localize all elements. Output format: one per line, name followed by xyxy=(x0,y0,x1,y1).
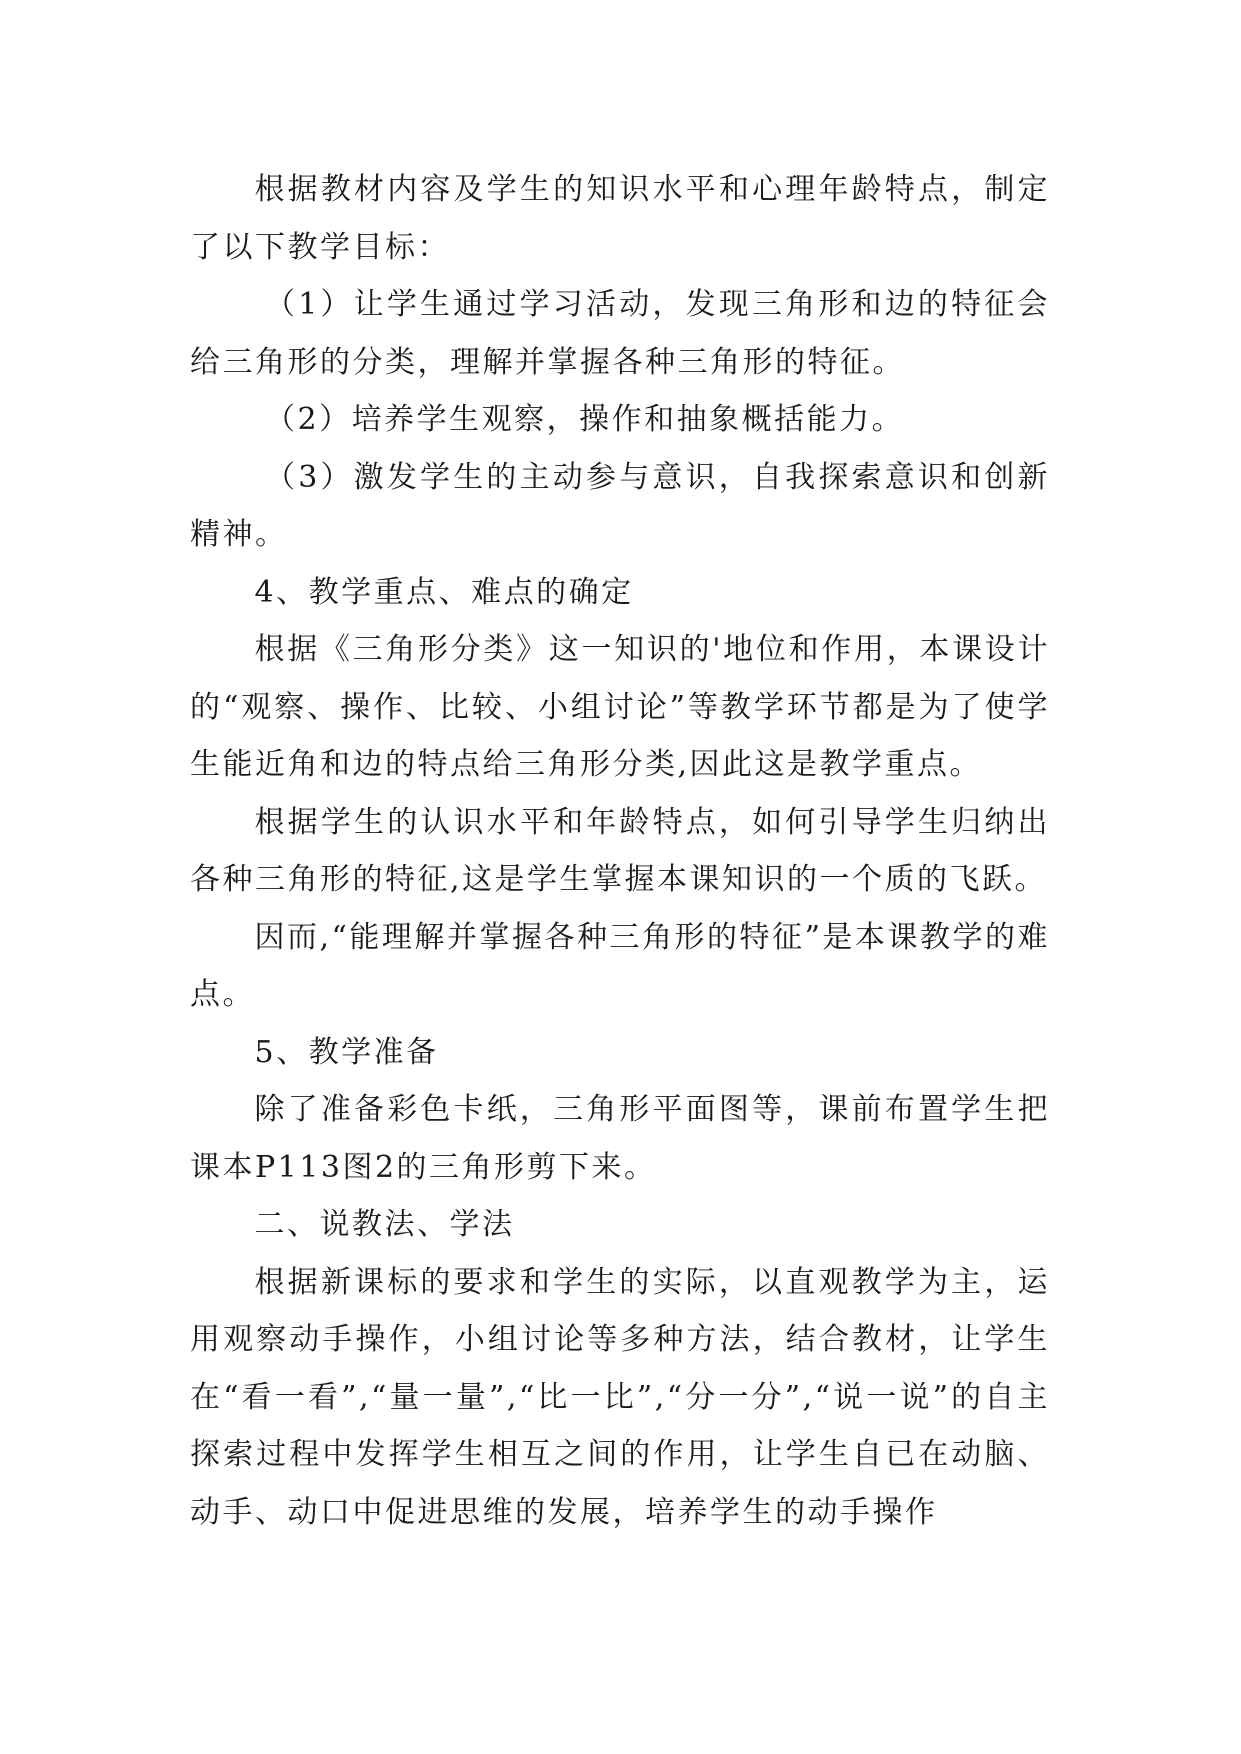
document-body xyxy=(190,161,1050,1541)
paragraph-key-point: 根据《三角形分类》这一知识的'地位和作用，本课设计的“观察、操作、比较、小组讨论”等教学环节都是为了使学生能近角和边的特点给三角形分类,因此这是教学重点。 xyxy=(190,632,1050,782)
paragraph-goal-2: （2）培养学生观察，操作和抽象概括能力。 xyxy=(265,402,905,437)
paragraph-difficulty: 因而,“能理解并掌握各种三角形的特征”是本课教学的难点。 xyxy=(190,919,1050,1012)
section-heading-methods: 二、说教法、学法 xyxy=(254,1207,515,1242)
paragraph-difficulty-context: 根据学生的认识水平和年龄特点，如何引导学生归纳出各种三角形的特征,这是学生掌握本课知识的一个质的飞跃。 xyxy=(190,804,1050,897)
section-heading-key-points: 4、教学重点、难点的确定 xyxy=(254,574,634,610)
section-heading-preparation: 5、教学准备 xyxy=(254,1034,439,1070)
paragraph-methods: 根据新课标的要求和学生的实际，以直观教学为主，运用观察动手操作，小组讨论等多种方法，结合教材，让学生在“看一看”,“量一量”,“比一比”,“分一分”,“说一说”的自主探索过程中发挥学生相互之间的作用，让学生自已在动脑、动手、动口中促进思维的发展，培养学生的动手操作 xyxy=(190,1264,1050,1530)
paragraph-goal-3: （3）激发学生的主动参与意识，自我探索意识和创新精神。 xyxy=(190,459,1050,552)
paragraph-preparation: 除了准备彩色卡纸，三角形平面图等，课前布置学生把课本P113图2的三角形剪下来。 xyxy=(190,1092,1050,1185)
paragraph-teaching-goals-intro: 根据教材内容及学生的知识水平和心理年龄特点，制定了以下教学目标： xyxy=(190,172,1050,265)
paragraph-goal-1: （1）让学生通过学习活动，发现三角形和边的特征会给三角形的分类，理解并掌握各种三角形的特征。 xyxy=(190,287,1050,380)
